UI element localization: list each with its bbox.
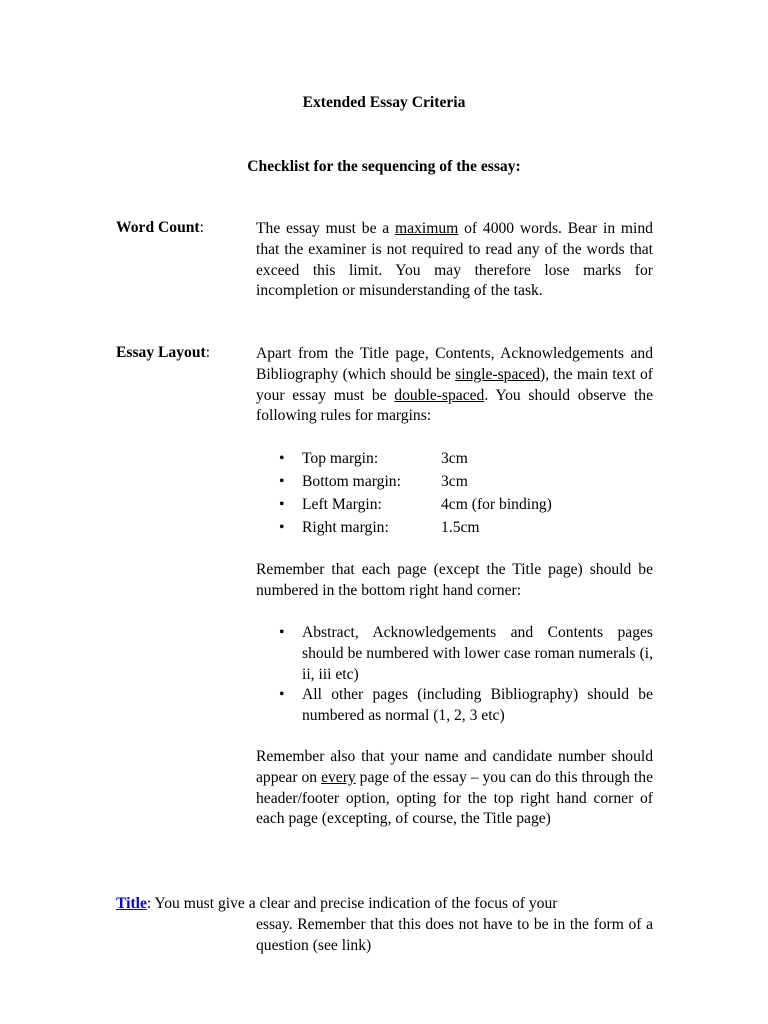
single-spaced-underlined: single-spaced (455, 365, 541, 383)
page-subtitle: Checklist for the sequencing of the essay: (247, 158, 521, 175)
title-section-line1: : You must give a clear and precise indication of the focus of your (146, 895, 558, 912)
layout-p1-a: Apart from the Title page, Contents, Acknowledgements and Bibliography (which should be (256, 345, 653, 383)
bullet-icon: • (279, 686, 285, 704)
page-numbering-list (256, 623, 653, 727)
layout-p3-a: Remember also that your name and candidate number should appear on (256, 747, 653, 786)
page-numbering-item (256, 623, 653, 685)
essay-layout-body (256, 344, 653, 830)
margins-list (256, 449, 653, 540)
bullet-icon: • (279, 495, 285, 513)
bullet-icon: • (279, 450, 285, 468)
essay-layout-colon: : (205, 344, 211, 361)
word-count-heading (116, 219, 204, 237)
margin-item (256, 495, 653, 518)
essay-layout-label: Essay Layout (116, 344, 206, 361)
page-numbering-text: All other pages (including Bibliography) should be numbered as normal (1, 2, 3 etc) (302, 686, 653, 725)
margin-value: 4cm (for binding) (441, 495, 552, 513)
word-count-colon: : (199, 219, 204, 236)
title-link[interactable]: Title (116, 895, 147, 912)
essay-layout-heading (116, 344, 210, 362)
title-section-rest: essay. Remember that this does not have to be in the form of a question (see link) (256, 916, 653, 954)
word-count-label: Word Count (116, 219, 200, 236)
bullet-icon: • (279, 518, 285, 536)
page-numbering-text: Abstract, Acknowledgements and Contents pages should be numbered with lower case roman numerals (i, ii, iii etc) (302, 623, 653, 683)
bullet-icon: • (279, 472, 285, 490)
page-title: Extended Essay Criteria (302, 94, 466, 111)
page-numbering-item (256, 685, 653, 727)
layout-p1-b: ), the main text of your essay must be (256, 365, 653, 404)
word-count-text-post: of 4000 words. Bear in mind that the examiner is not required to read any of the words that exceed this limit. You may therefore lose marks for incompletion or misunderstanding of the task. (256, 220, 653, 300)
layout-p1-c: . You should observe the following rules for margins: (256, 386, 653, 425)
bullet-icon: • (279, 623, 285, 641)
layout-paragraph-numbering: Remember that each page (except the Title page) should be numbered in the bottom right hand corner: (256, 561, 653, 600)
title-section-line (116, 894, 653, 915)
layout-paragraph-name (256, 747, 653, 830)
margin-label: Top margin: (302, 450, 379, 468)
margin-value: 3cm (441, 472, 468, 490)
margin-label: Left Margin: (302, 495, 382, 513)
margin-item (256, 449, 653, 472)
layout-paragraph-spacing (256, 344, 653, 427)
margin-label: Bottom margin: (302, 472, 401, 490)
margin-item (256, 472, 653, 495)
every-underlined: every (321, 768, 356, 786)
double-spaced-underlined: double-spaced (394, 386, 485, 404)
layout-p3-b: page of the essay – you can do this through the header/footer option, opting for the top right hand corner of each page (excepting, of course, the Title page) (256, 768, 653, 828)
word-count-text (256, 219, 653, 302)
word-count-text-pre: The essay must be a (256, 220, 396, 237)
maximum-underlined: maximum (395, 220, 459, 237)
margin-value: 3cm (441, 450, 468, 468)
margin-label: Right margin: (302, 518, 389, 536)
margin-item (256, 518, 653, 541)
margin-value: 1.5cm (441, 518, 480, 536)
